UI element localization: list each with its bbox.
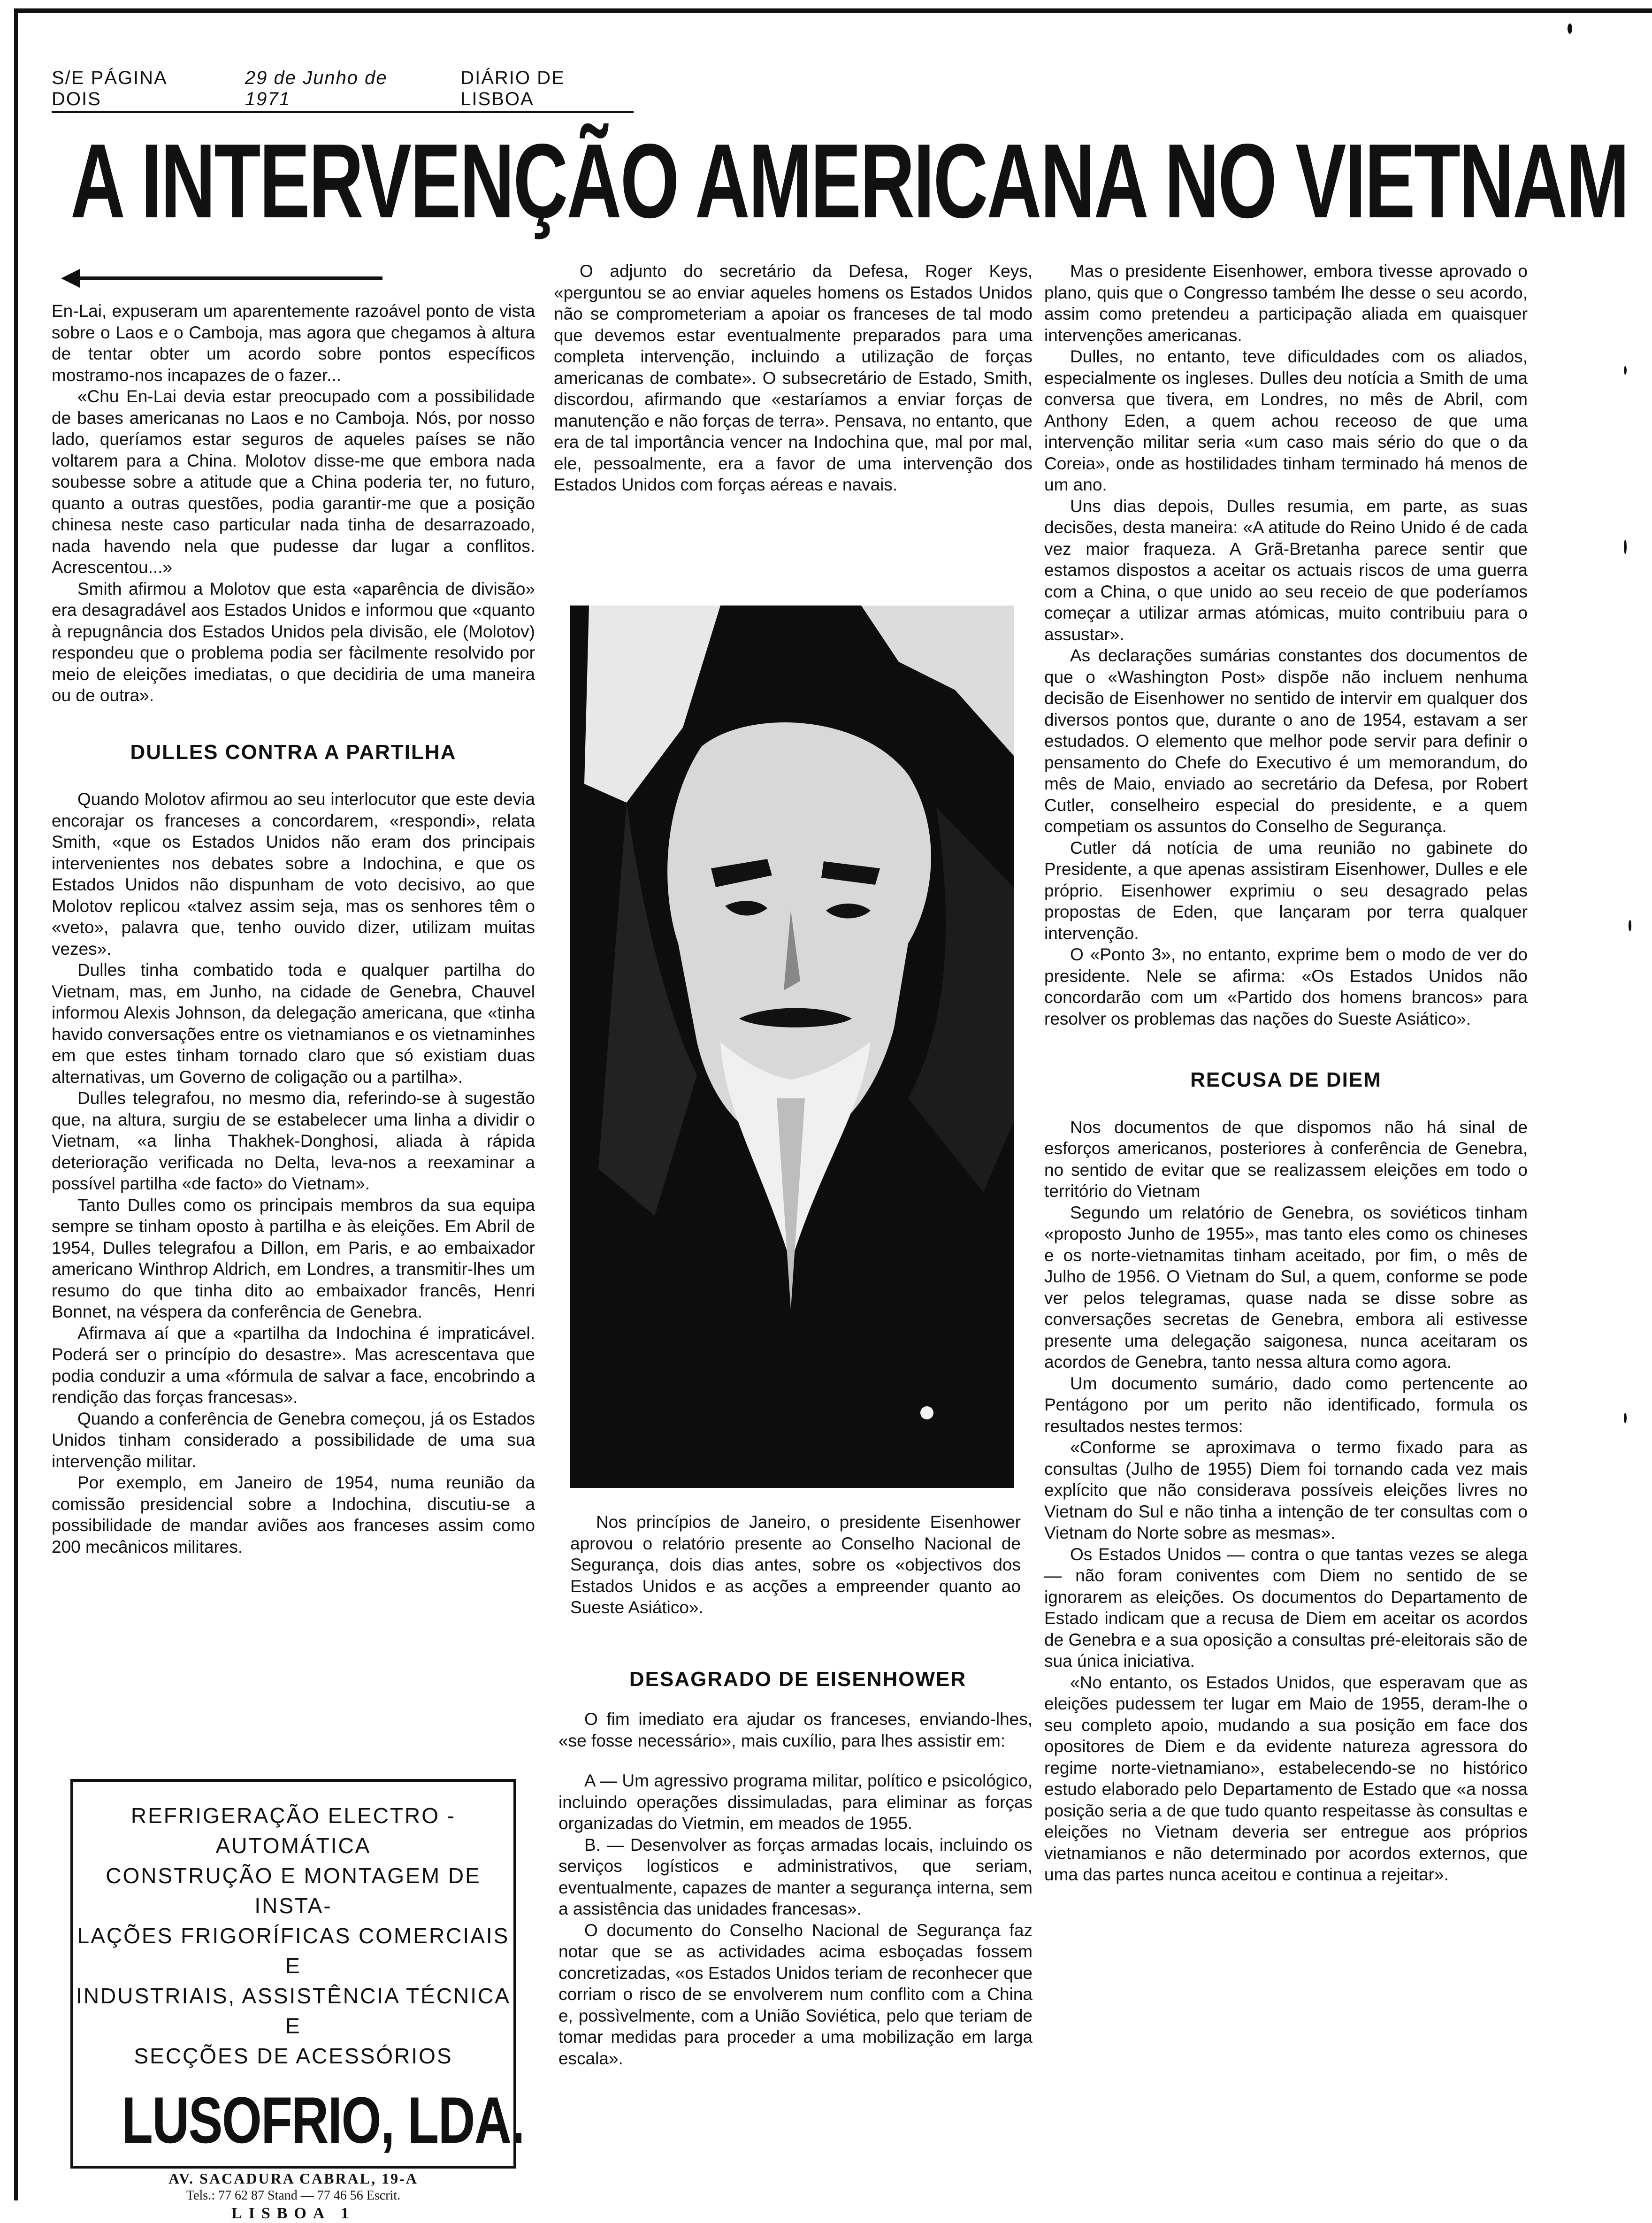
issue-date: 29 de Junho de 1971 xyxy=(245,68,388,109)
paragraph: Smith afirmou a Molotov que esta «aparência de divisão» era desagradável aos Estados Unidos e informou que «quanto à repugnância dos Estados Unidos pela divisão, ele (Molotov) respondeu que o problema podia ser fàcilmente resolvido por meio de eleições imediatas, o que decidiria de uma maneira ou de outra». xyxy=(52,579,535,705)
paragraph: «Conforme se aproximava o termo fixado para as consultas (Julho de 1955) Diem foi tornando cada vez mais explícito que não considerava possíveis eleições livres no Vietnam do Sul e não tinha a intenção de ter consultas com o Vietnam do Norte sobre as mesmas». xyxy=(1044,1438,1528,1542)
ad-line: REFRIGERAÇÃO ELECTRO - AUTOMÁTICA xyxy=(130,1803,456,1858)
paragraph: En-Lai, expuseram um aparentemente razoável ponto de vista sobre o Laos e o Camboja, mas agora que chegamos à altura de tentar obter um acordo sobre pontos específicos mostramo-nos incapazes de o fazer... xyxy=(52,301,535,385)
paragraph: B. — Desenvolver as forças armadas locais, incluindo os serviços logísticos e administrativos, que seriam, eventualmente, capazes de manter a segurança interna, sem a assistência das unidades francesas». xyxy=(558,1835,1032,1918)
column-2 xyxy=(554,261,1032,496)
article-headline: A INTERVENÇÃO AMERICANA NO VIETNAM xyxy=(70,122,1629,240)
paragraph: As declarações sumárias constantes dos documentos de que o «Washington Post» dispõe não incluem nenhuma decisão de Eisenhower no sentido de intervir em qualquer dos diversos pontos que, durante o ano de 1954, estavam a ser estudados. O elemento que melhor pode servir para definir o pensamento do Chefe do Executivo é um memorandum, do mês de Maio, enviado ao secretário da Defesa, por Robert Cutler, conselheiro especial do presidente, e a quem competiam os assuntos do Conselho de Segurança. xyxy=(1044,646,1528,836)
ad-line: INDUSTRIAIS, ASSISTÊNCIA TÉCNICA E xyxy=(76,1984,511,2038)
paragraph: Quando Molotov afirmou ao seu interlocutor que este devia encorajar os franceses a concordarem, «respondi», relata Smith, «que os Estados Unidos não eram dos principais intervenientes nos debates sobre a Indochina, e que os Estados Unidos não dispunham de voto decisivo, ao que Molotov replicou «talvez assim seja, mas os senhores têm o «veto», palavra que, tenho ouvido dizer, utilizam muitas vezes». xyxy=(52,790,535,958)
paragraph: O «Ponto 3», no entanto, exprime bem o modo de ver do presidente. Nele se afirma: «Os Estados Unidos não concordarão com um «Partido dos homens brancos» para resolver os problemas das nações do Sueste Asiático». xyxy=(1044,945,1528,1028)
speck xyxy=(1624,540,1627,554)
page-header xyxy=(52,68,634,110)
column-3 xyxy=(1044,261,1528,1886)
paragraph: Um documento sumário, dado como pertencente ao Pentágono por um perito não identificado, formula os resultados nestes termos: xyxy=(1044,1373,1528,1436)
advertisement-box xyxy=(70,1779,524,2222)
ad-brand-name: LUSOFRIO, LDA. xyxy=(122,2083,524,2157)
ad-line: CONSTRUÇÃO E MONTAGEM DE INSTA- xyxy=(106,1863,481,1918)
subhead-diem: RECUSA DE DIEM xyxy=(1190,1068,1382,1091)
subhead-eisenhower: DESAGRADO DE EISENHOWER xyxy=(629,1668,967,1691)
speck xyxy=(1629,920,1631,931)
portrait-image xyxy=(570,606,1014,1488)
paragraph: O adjunto do secretário da Defesa, Roger Keys, «perguntou se ao enviar aqueles homens os Estados Unidos não se comprometeriam a apoiar os franceses de tal modo que devemos estar eventualmente preparados para uma completa intervenção, incluindo a utilização de forças americanas de combate». O subsecretário de Estado, Smith, discordou, afirmando que «estaríamos a enviar forças de manutenção e não forças de terra». Pensava, no entanto, que era de tal importância vencer na Indochina que, mal por mal, ele, pessoalmente, era a favor de uma intervenção dos Estados Unidos com forças aéreas e navais. xyxy=(554,261,1032,494)
paragraph: Cutler dá notícia de uma reunião no gabinete do Presidente, a que apenas assistiram Eisenhower, Dulles e ele próprio. Eisenhower exprimiu o seu desagrado pelas propostas de Eden, que lançaram por terra qualquer intervenção. xyxy=(1044,838,1528,943)
speck xyxy=(1568,23,1572,34)
ad-phones: Tels.: 77 62 87 Stand — 77 46 56 Escrit. xyxy=(186,2188,401,2203)
column-2-lower xyxy=(558,1709,1032,2069)
speck xyxy=(1624,1413,1627,1423)
speck xyxy=(1624,366,1627,375)
column-1 xyxy=(52,300,535,1557)
paragraph: «No entanto, os Estados Unidos, que esperavam que as eleições pudessem ter lugar em Maio de 1955, deram-lhe o seu completo apoio, mudando a sua posição em face dos opositores de Diem e da evidente natureza agressora do regime norte-vietnamiano», estabelecendo-se no histórico estudo elaborado pelo Departamento de Estado que «a nossa posição seria a de que tudo quanto respeitasse às consultas e eleições no Vietnam deveria ser entregue aos próprios vietnamianos e não determinado por acordos externos, que uma das partes nunca aceitou e continua a rejeitar». xyxy=(1044,1672,1528,1884)
subhead-dulles: DULLES CONTRA A PARTILHA xyxy=(130,740,457,764)
header-rule xyxy=(52,111,634,113)
paragraph: A — Um agressivo programa militar, político e psicológico, incluindo operações dissimuladas, para eliminar as forças organizadas do Vietmin, em meados de 1955. xyxy=(558,1771,1032,1833)
paragraph: Mas o presidente Eisenhower, embora tivesse aprovado o plano, quis que o Congresso também lhe desse o seu acordo, assim como pretendeu a participação aliada em quaisquer intervenções americanas. xyxy=(1044,261,1528,345)
paragraph: Afirmava aí que a «partilha da Indochina é impraticável. Poderá ser o princípio do desastre». Mas acrescentava que podia conduzir a uma «fórmula de salvar a face, encobrindo a rendição das forças francesas». xyxy=(52,1323,535,1407)
ad-line: LAÇÕES FRIGORÍFICAS COMERCIAIS E xyxy=(77,1924,510,1978)
newspaper-name: DIÁRIO DE LISBOA xyxy=(460,68,565,109)
paragraph: Quando a conferência de Genebra começou, já os Estados Unidos tinham considerado a possibilidade de uma sua intervenção militar. xyxy=(52,1409,535,1471)
subhead-eisenhower-block xyxy=(587,1669,1009,1690)
paragraph: Nos documentos de que dispomos não há sinal de esforços americanos, posteriores à conferência de Genebra, no sentido de evitar que se realizassem eleições em todo o território do Vietnam xyxy=(1044,1117,1528,1201)
ad-line: SECÇÕES DE ACESSÓRIOS xyxy=(134,2044,453,2068)
page-border-top xyxy=(14,8,1652,13)
paragraph: «Chu En-Lai devia estar preocupado com a possibilidade de bases americanas no Laos e no Camboja. Nós, por nosso lado, queríamos estar seguros de aqueles países se não voltarem para a China. Molotov disse-me que embora nada soubesse sobre a atitude que a China poderia ter, no futuro, quanto a outras questões, podia garantir-me que a posição chinesa neste caso particular nada tinha de desarrazoado, nada havendo nela que pudesse dar lugar a conflitos. Acrescentou...» xyxy=(52,387,535,577)
portrait-photo xyxy=(570,606,1014,1488)
paragraph: Por exemplo, em Janeiro de 1954, numa reunião da comissão presidencial sobre a Indochina, discutiu-se a possibilidade de mandar aviões aos franceses assim como 200 mecânicos militares. xyxy=(52,1473,535,1556)
paragraph: Os Estados Unidos — contra o que tantas vezes se alega — não foram coniventes com Diem no sentido de se ignorarem as eleições. Os documentos do Departamento de Estado indicam que a recusa de Diem em aceitar os acordos de Genebra e a sua oposição a consultas pré-eleitorais são de sua única iniciativa. xyxy=(1044,1544,1528,1671)
paragraph: Dulles telegrafou, no mesmo dia, referindo-se à sugestão que, na altura, surgiu de se estabelecer uma linha a dividir o Vietnam, «a linha Thakhek-Donghosi, aliada à rápida deterioração verificada no Delta, leva-nos a reexaminar a possível partilha «de facto» do Vietnam». xyxy=(52,1089,535,1193)
paragraph: O fim imediato era ajudar os franceses, enviando-lhes, «se fosse necessário», mais cuxílio, para lhes assistir em: xyxy=(558,1709,1032,1750)
ad-city: LISBOA 1 xyxy=(231,2205,356,2222)
caption-text: Nos princípios de Janeiro, o presidente Eisenhower aprovou o relatório presente ao Conselho Nacional de Segurança, dois dias antes, sobre os «objectivos dos Estados Unidos e as acções a empreender quanto ao Sueste Asiático». xyxy=(570,1512,1021,1617)
ad-address: AV. SACADURA CABRAL, 19-A xyxy=(168,2170,418,2187)
paragraph: Tanto Dulles como os principais membros da sua equipa sempre se tinham oposto à partilha e às eleições. Em Abril de 1954, Dulles telegrafou a Dillon, em Paris, e ao embaixador americano Winthrop Aldrich, em Londres, a transmitir-lhes um resumo do que tinha dito ao embaixador francês, Henri Bonnet, na véspera da conferência de Genebra. xyxy=(52,1195,535,1321)
page-border-left xyxy=(14,8,18,2200)
paragraph: Dulles tinha combatido toda e qualquer partilha do Vietnam, mas, em Junho, na cidade de Genebra, Chauvel informou Alexis Johnson, da delegação americana, que «tinha havido conversações entre os vietnamianos e os vietnaminhes em que estes tinham tornado claro que só existiam duas alternativas, um Governo de coligação ou a partilha». xyxy=(52,960,535,1087)
continuation-arrow-icon xyxy=(61,267,385,290)
paragraph: O documento do Conselho Nacional de Segurança faz notar que se as actividades acima esboçadas fossem concretizadas, «os Estados Unidos teriam de reconhecer que corriam o risco de se envolverem num conflito com a China e, possìvelmente, com a União Soviética, pelo que teriam de tomar medidas para proceder a uma mobilização em larga escala». xyxy=(558,1920,1032,2068)
paragraph: Uns dias depois, Dulles resumia, em parte, as suas decisões, desta maneira: «A atitude do Reino Unido é de cada vez maior fraqueza. A Grã-Bretanha parece sentir que estamos dispostos a aceitar os actuais riscos de uma guerra com a China, o que unido ao seu receio de que poderíamos começar a utilizar armas atómicas, muito contribuiu para o assustar». xyxy=(1044,496,1528,644)
section-label: S/E PÁGINA DOIS xyxy=(52,68,167,109)
photo-caption xyxy=(570,1511,1021,1618)
paragraph: Dulles, no entanto, teve dificuldades com os aliados, especialmente os ingleses. Dulles deu notícia a Smith de uma conversa que tivera, em Londres, no mês de Abril, com Anthony Eden, a quem achou receoso de que uma intervenção militar seria «um caso mais sério do que o da Coreia», onde as hostilidades tinham terminado há menos de um ano. xyxy=(1044,347,1528,494)
paragraph: Segundo um relatório de Genebra, os soviéticos tinham «proposto Junho de 1955», mas tanto eles como os chineses e os norte-vietnamitas tinham aceitado, por fim, o mês de Julho de 1956. O Vietnam do Sul, a quem, conforme se pode ver pelos telegramas, quase nada se disse sobre as conversações secretas de Genebra, embora ali estivesse presente uma delegação saigonesa, nunca aceitaram os acordos de Genebra, tanto nessa altura como agora. xyxy=(1044,1203,1528,1372)
